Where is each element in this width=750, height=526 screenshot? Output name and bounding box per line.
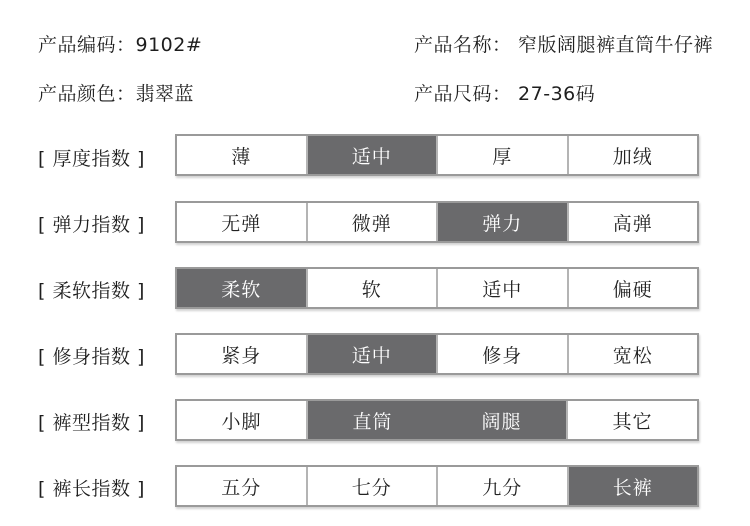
softness-index-label: [ 柔软指数 ] [38,280,145,302]
index-option: 加绒 [567,136,698,174]
product-size: 产品尺码： 27-36码 [414,83,596,105]
index-option: 适中 [436,269,567,307]
elasticity-index-label: [ 弹力指数 ] [38,214,145,236]
thickness-index-bar [175,134,699,176]
product-name: 产品名称： 窄版阔腿裤直筒牛仔裤 [414,34,714,56]
thickness-index-label: [ 厚度指数 ] [38,148,145,170]
index-option: 修身 [436,335,567,373]
index-option: 厚 [436,136,567,174]
index-option: 其它 [566,401,697,439]
index-option: 微弹 [306,203,437,241]
index-option: 高弹 [567,203,698,241]
index-option-selected: 适中 [306,335,437,373]
fit-index-bar [175,333,699,375]
index-option: 薄 [177,136,306,174]
index-option-selected: 适中 [306,136,437,174]
index-option: 九分 [436,467,567,505]
index-option: 五分 [177,467,306,505]
index-option: 软 [306,269,437,307]
product-color: 产品颜色：翡翠蓝 [38,83,195,105]
index-option-selected: 阔腿 [437,401,566,439]
length-index-label: [ 裤长指数 ] [38,478,145,500]
leg-style-index-bar [175,399,699,441]
index-option: 紧身 [177,335,306,373]
index-option-selected: 弹力 [436,203,567,241]
index-option: 偏硬 [567,269,698,307]
index-option: 小脚 [177,401,306,439]
elasticity-index-bar [175,201,699,243]
softness-index-bar [175,267,699,309]
index-option: 七分 [306,467,437,505]
index-option-selected: 长裤 [567,467,698,505]
index-option-selected: 柔软 [177,269,306,307]
index-option-selected: 直筒 [306,401,437,439]
leg-style-index-label: [ 裤型指数 ] [38,412,145,434]
index-option: 宽松 [567,335,698,373]
product-code: 产品编码：9102# [38,34,203,56]
length-index-bar [175,465,699,507]
index-option: 无弹 [177,203,306,241]
fit-index-label: [ 修身指数 ] [38,346,145,368]
